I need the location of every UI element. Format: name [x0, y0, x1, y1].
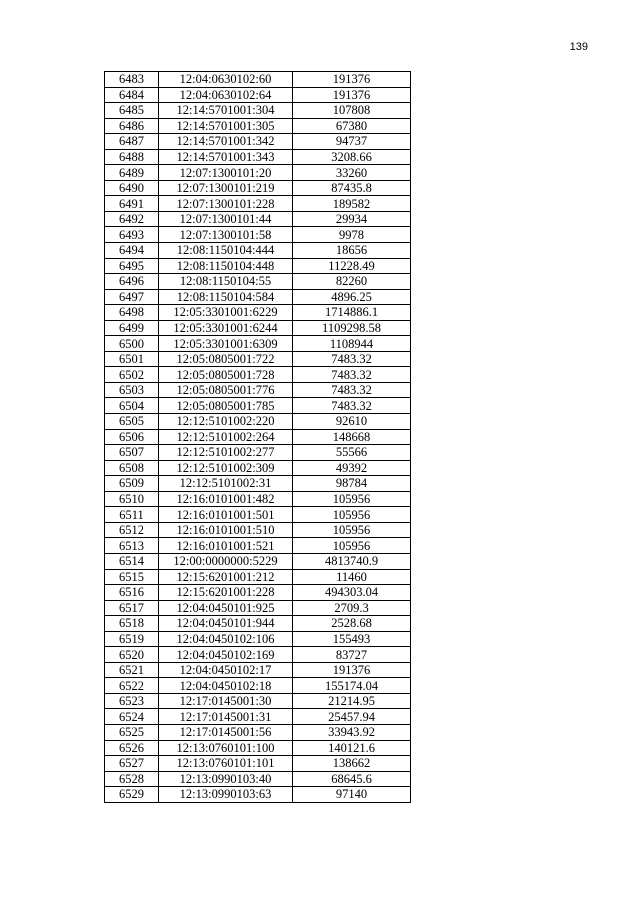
value-cell: 191376 — [293, 87, 411, 103]
page-number: 139 — [569, 41, 588, 53]
table-row — [105, 756, 411, 772]
value-cell: 11460 — [293, 569, 411, 585]
cadastral-number-cell: 12:17:0145001:30 — [159, 693, 293, 709]
cadastral-number-cell: 12:04:0450101:925 — [159, 600, 293, 616]
table-row — [105, 740, 411, 756]
row-index-cell: 6492 — [105, 211, 159, 227]
table-row — [105, 491, 411, 507]
table-row — [105, 631, 411, 647]
cadastral-number-cell: 12:16:0101001:521 — [159, 538, 293, 554]
table-row — [105, 134, 411, 150]
table-row — [105, 585, 411, 601]
table-row — [105, 289, 411, 305]
row-index-cell: 6483 — [105, 72, 159, 88]
table-row — [105, 320, 411, 336]
table-row — [105, 211, 411, 227]
table-row — [105, 709, 411, 725]
table-row — [105, 180, 411, 196]
row-index-cell: 6488 — [105, 149, 159, 165]
row-index-cell: 6505 — [105, 414, 159, 430]
table-row — [105, 258, 411, 274]
row-index-cell: 6524 — [105, 709, 159, 725]
value-cell: 11228.49 — [293, 258, 411, 274]
value-cell: 2528.68 — [293, 616, 411, 632]
table-row — [105, 647, 411, 663]
value-cell: 29934 — [293, 211, 411, 227]
value-cell: 7483.32 — [293, 398, 411, 414]
value-cell: 83727 — [293, 647, 411, 663]
value-cell: 4896.25 — [293, 289, 411, 305]
row-index-cell: 6528 — [105, 771, 159, 787]
table-body — [105, 72, 411, 803]
table-row — [105, 678, 411, 694]
value-cell: 155493 — [293, 631, 411, 647]
cadastral-number-cell: 12:07:1300101:228 — [159, 196, 293, 212]
cadastral-number-cell: 12:13:0990103:40 — [159, 771, 293, 787]
table-row — [105, 569, 411, 585]
cadastral-number-cell: 12:04:0450102:18 — [159, 678, 293, 694]
row-index-cell: 6494 — [105, 243, 159, 259]
value-cell: 87435.8 — [293, 180, 411, 196]
table-row — [105, 787, 411, 803]
cadastral-number-cell: 12:07:1300101:44 — [159, 211, 293, 227]
table-row — [105, 149, 411, 165]
value-cell: 98784 — [293, 476, 411, 492]
row-index-cell: 6520 — [105, 647, 159, 663]
row-index-cell: 6510 — [105, 491, 159, 507]
row-index-cell: 6522 — [105, 678, 159, 694]
value-cell: 1108944 — [293, 336, 411, 352]
cadastral-number-cell: 12:05:0805001:728 — [159, 367, 293, 383]
value-cell: 1109298.58 — [293, 320, 411, 336]
value-cell: 4813740.9 — [293, 553, 411, 569]
table-row — [105, 305, 411, 321]
table-row — [105, 118, 411, 134]
table-row — [105, 662, 411, 678]
value-cell: 138662 — [293, 756, 411, 772]
row-index-cell: 6516 — [105, 585, 159, 601]
row-index-cell: 6485 — [105, 103, 159, 119]
row-index-cell: 6521 — [105, 662, 159, 678]
value-cell: 105956 — [293, 538, 411, 554]
value-cell: 21214.95 — [293, 693, 411, 709]
value-cell: 33943.92 — [293, 724, 411, 740]
table-row — [105, 538, 411, 554]
row-index-cell: 6490 — [105, 180, 159, 196]
cadastral-number-cell: 12:05:3301001:6244 — [159, 320, 293, 336]
value-cell: 148668 — [293, 429, 411, 445]
table-row — [105, 351, 411, 367]
cadastral-number-cell: 12:15:6201001:212 — [159, 569, 293, 585]
cadastral-number-cell: 12:05:3301001:6229 — [159, 305, 293, 321]
data-table — [104, 71, 411, 803]
table-row — [105, 274, 411, 290]
table-row — [105, 336, 411, 352]
value-cell: 105956 — [293, 522, 411, 538]
row-index-cell: 6518 — [105, 616, 159, 632]
table-row — [105, 476, 411, 492]
value-cell: 97140 — [293, 787, 411, 803]
row-index-cell: 6496 — [105, 274, 159, 290]
row-index-cell: 6529 — [105, 787, 159, 803]
table-row — [105, 553, 411, 569]
value-cell: 107808 — [293, 103, 411, 119]
row-index-cell: 6491 — [105, 196, 159, 212]
table-row — [105, 600, 411, 616]
table-row — [105, 522, 411, 538]
table-row — [105, 243, 411, 259]
row-index-cell: 6504 — [105, 398, 159, 414]
cadastral-number-cell: 12:08:1150104:55 — [159, 274, 293, 290]
cadastral-number-cell: 12:08:1150104:444 — [159, 243, 293, 259]
value-cell: 7483.32 — [293, 382, 411, 398]
value-cell: 18656 — [293, 243, 411, 259]
cadastral-number-cell: 12:04:0450102:169 — [159, 647, 293, 663]
row-index-cell: 6489 — [105, 165, 159, 181]
value-cell: 105956 — [293, 491, 411, 507]
cadastral-number-cell: 12:05:0805001:776 — [159, 382, 293, 398]
row-index-cell: 6487 — [105, 134, 159, 150]
row-index-cell: 6497 — [105, 289, 159, 305]
value-cell: 189582 — [293, 196, 411, 212]
cadastral-number-cell: 12:00:0000000:5229 — [159, 553, 293, 569]
cadastral-number-cell: 12:16:0101001:501 — [159, 507, 293, 523]
table-row — [105, 429, 411, 445]
table-row — [105, 382, 411, 398]
value-cell: 82260 — [293, 274, 411, 290]
table-row — [105, 507, 411, 523]
cadastral-number-cell: 12:04:0630102:64 — [159, 87, 293, 103]
row-index-cell: 6526 — [105, 740, 159, 756]
cadastral-number-cell: 12:05:3301001:6309 — [159, 336, 293, 352]
row-index-cell: 6503 — [105, 382, 159, 398]
row-index-cell: 6484 — [105, 87, 159, 103]
cadastral-number-cell: 12:07:1300101:20 — [159, 165, 293, 181]
table-row — [105, 693, 411, 709]
cadastral-number-cell: 12:12:5101002:277 — [159, 445, 293, 461]
cadastral-number-cell: 12:04:0450102:106 — [159, 631, 293, 647]
cadastral-number-cell: 12:14:5701001:305 — [159, 118, 293, 134]
row-index-cell: 6514 — [105, 553, 159, 569]
value-cell: 25457.94 — [293, 709, 411, 725]
cadastral-number-cell: 12:12:5101002:264 — [159, 429, 293, 445]
row-index-cell: 6501 — [105, 351, 159, 367]
cadastral-number-cell: 12:14:5701001:343 — [159, 149, 293, 165]
value-cell: 7483.32 — [293, 367, 411, 383]
row-index-cell: 6517 — [105, 600, 159, 616]
cadastral-number-cell: 12:12:5101002:31 — [159, 476, 293, 492]
cadastral-number-cell: 12:17:0145001:31 — [159, 709, 293, 725]
cadastral-number-cell: 12:16:0101001:482 — [159, 491, 293, 507]
cadastral-number-cell: 12:15:6201001:228 — [159, 585, 293, 601]
table-row — [105, 87, 411, 103]
cadastral-number-cell: 12:04:0630102:60 — [159, 72, 293, 88]
cadastral-number-cell: 12:16:0101001:510 — [159, 522, 293, 538]
table-row — [105, 616, 411, 632]
cadastral-number-cell: 12:04:0450101:944 — [159, 616, 293, 632]
row-index-cell: 6512 — [105, 522, 159, 538]
cadastral-number-cell: 12:17:0145001:56 — [159, 724, 293, 740]
row-index-cell: 6508 — [105, 460, 159, 476]
value-cell: 1714886.1 — [293, 305, 411, 321]
value-cell: 7483.32 — [293, 351, 411, 367]
row-index-cell: 6513 — [105, 538, 159, 554]
cadastral-number-cell: 12:13:0760101:101 — [159, 756, 293, 772]
row-index-cell: 6511 — [105, 507, 159, 523]
row-index-cell: 6506 — [105, 429, 159, 445]
value-cell: 94737 — [293, 134, 411, 150]
row-index-cell: 6523 — [105, 693, 159, 709]
table-row — [105, 724, 411, 740]
value-cell: 140121.6 — [293, 740, 411, 756]
row-index-cell: 6519 — [105, 631, 159, 647]
cadastral-number-cell: 12:14:5701001:304 — [159, 103, 293, 119]
cadastral-number-cell: 12:12:5101002:309 — [159, 460, 293, 476]
row-index-cell: 6500 — [105, 336, 159, 352]
row-index-cell: 6525 — [105, 724, 159, 740]
value-cell: 494303.04 — [293, 585, 411, 601]
value-cell: 68645.6 — [293, 771, 411, 787]
table-row — [105, 103, 411, 119]
table-row — [105, 72, 411, 88]
value-cell: 3208.66 — [293, 149, 411, 165]
row-index-cell: 6502 — [105, 367, 159, 383]
value-cell: 155174.04 — [293, 678, 411, 694]
row-index-cell: 6499 — [105, 320, 159, 336]
cadastral-number-cell: 12:13:0760101:100 — [159, 740, 293, 756]
cadastral-number-cell: 12:05:0805001:722 — [159, 351, 293, 367]
row-index-cell: 6498 — [105, 305, 159, 321]
row-index-cell: 6527 — [105, 756, 159, 772]
table-row — [105, 227, 411, 243]
value-cell: 105956 — [293, 507, 411, 523]
table-row — [105, 771, 411, 787]
cadastral-number-cell: 12:07:1300101:58 — [159, 227, 293, 243]
value-cell: 9978 — [293, 227, 411, 243]
cadastral-number-cell: 12:14:5701001:342 — [159, 134, 293, 150]
table-row — [105, 196, 411, 212]
cadastral-number-cell: 12:08:1150104:584 — [159, 289, 293, 305]
table-row — [105, 445, 411, 461]
table-row — [105, 460, 411, 476]
table-row — [105, 398, 411, 414]
row-index-cell: 6495 — [105, 258, 159, 274]
value-cell: 2709.3 — [293, 600, 411, 616]
cadastral-number-cell: 12:13:0990103:63 — [159, 787, 293, 803]
value-cell: 191376 — [293, 72, 411, 88]
row-index-cell: 6486 — [105, 118, 159, 134]
value-cell: 191376 — [293, 662, 411, 678]
cadastral-number-cell: 12:08:1150104:448 — [159, 258, 293, 274]
cadastral-number-cell: 12:07:1300101:219 — [159, 180, 293, 196]
cadastral-number-cell: 12:12:5101002:220 — [159, 414, 293, 430]
row-index-cell: 6509 — [105, 476, 159, 492]
table-row — [105, 165, 411, 181]
value-cell: 49392 — [293, 460, 411, 476]
table-row — [105, 367, 411, 383]
value-cell: 67380 — [293, 118, 411, 134]
value-cell: 92610 — [293, 414, 411, 430]
row-index-cell: 6507 — [105, 445, 159, 461]
cadastral-number-cell: 12:04:0450102:17 — [159, 662, 293, 678]
cadastral-number-cell: 12:05:0805001:785 — [159, 398, 293, 414]
value-cell: 33260 — [293, 165, 411, 181]
value-cell: 55566 — [293, 445, 411, 461]
table-row — [105, 414, 411, 430]
row-index-cell: 6493 — [105, 227, 159, 243]
row-index-cell: 6515 — [105, 569, 159, 585]
